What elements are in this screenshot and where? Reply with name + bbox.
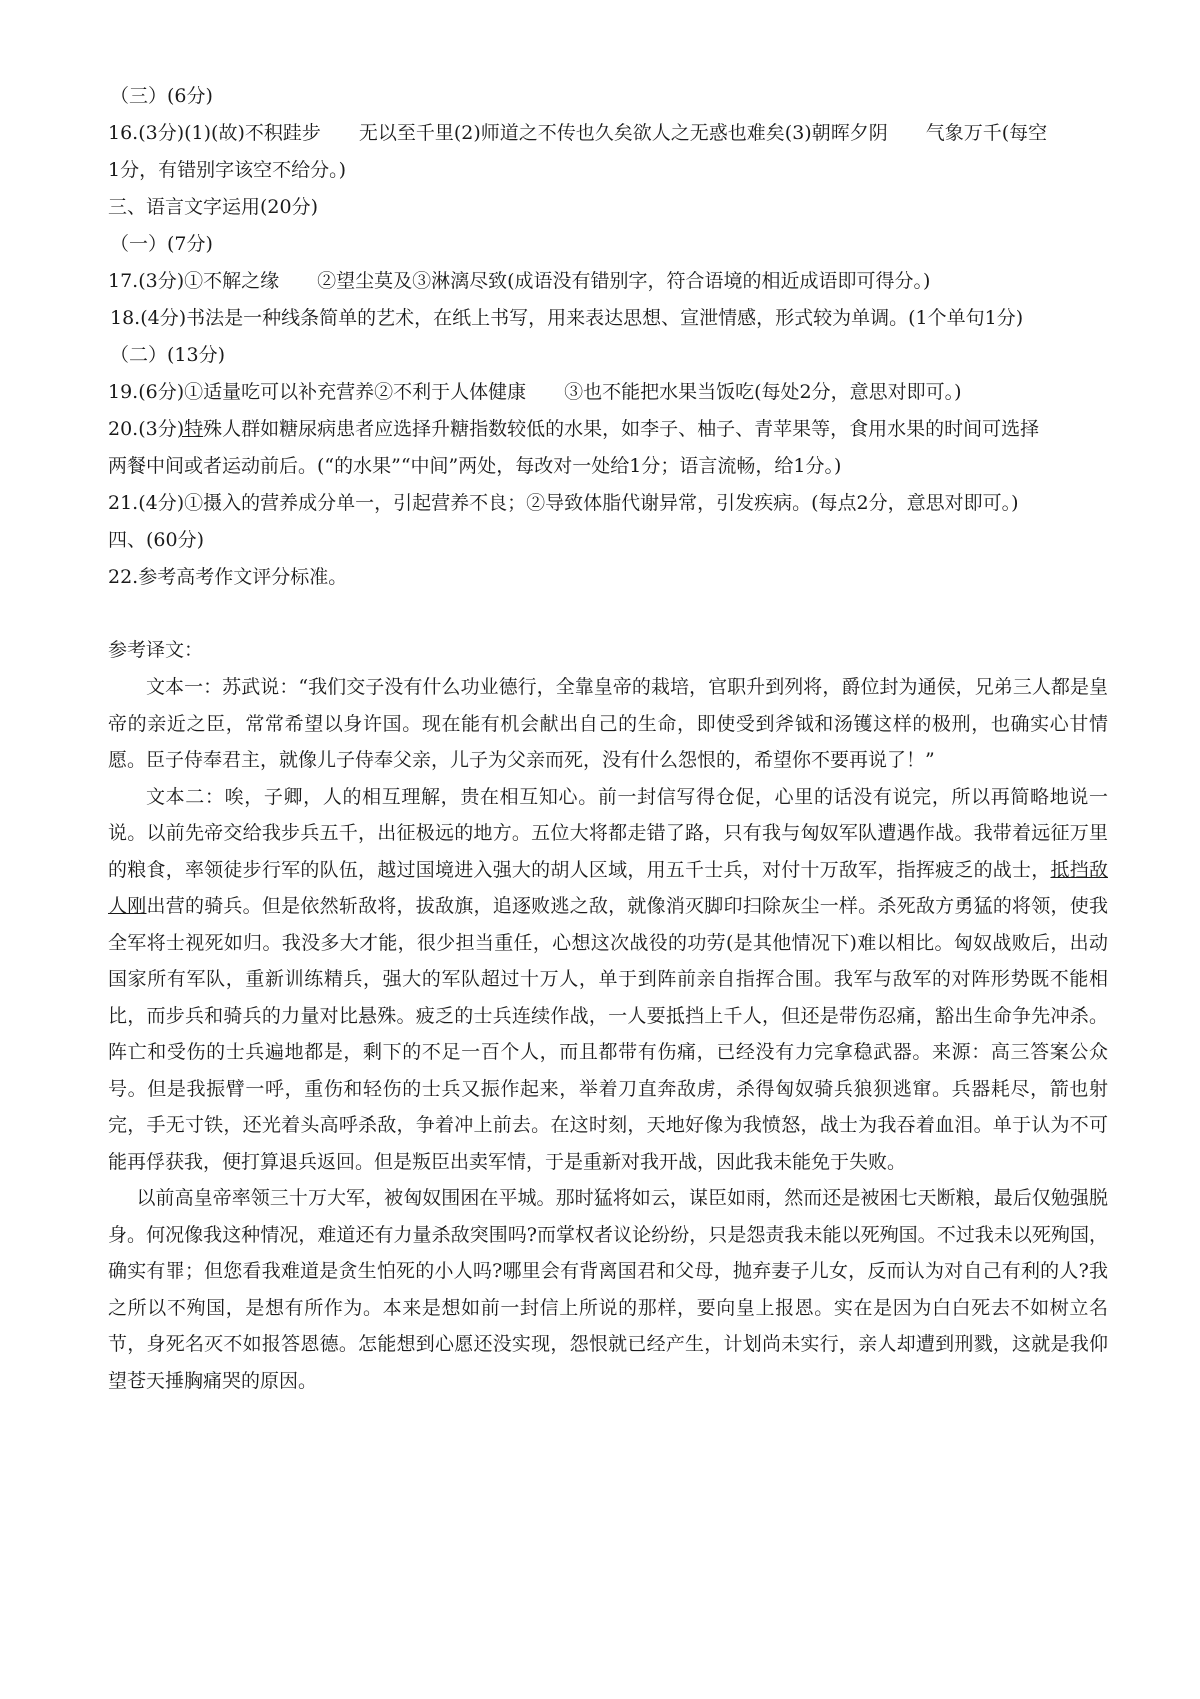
q20-underlined-text: )特 xyxy=(176,418,204,440)
sub-section-2-heading: （二）(13分) xyxy=(110,344,226,366)
q20-answer-line2: 两餐中间或者运动前后。(“的水果”“中间”两处，每改对一处给1分；语言流畅，给1分。) xyxy=(108,455,842,477)
translation-text-2-part-b: 出营的骑兵。但是依然斩敌将，拔敌旗，追逐败逃之敌，就像消灭脚印扫除灰尘一样。杀死敌方勇猛的将领，使我全军将士视死如归。我没多大才能，很少担当重任，心想这次战役的功劳(是其他情况下)难以相比。匈奴战败后，出动国家所有军队，重新训练精兵，强大的军队超过十万人，单于到阵前亲自指挥合围。我军与敌军的对阵形势既不能相比，而步兵和骑兵的力量对比悬殊。疲乏的士兵连续作战，一人要抵挡上千人，但还是带伤忍痛，豁出生命争先冲杀。阵亡和受伤的士兵遍地都是，剩下的不足一百个人，而且都带有伤痛，已经没有力完拿稳武器。来源：高三答案公众号。但是我振臂一呼，重伤和轻伤的士兵又振作起来，举着刀直奔敌虏，杀得匈奴骑兵狼狈逃窜。兵器耗尽，箭也射完，手无寸铁，还光着头高呼杀敌，争着冲上前去。在这时刻，天地好像为我愤怒，战士为我吞着血泪。单于认为不可能再俘获我，便打算退兵返回。但是叛臣出卖军情，于是重新对我开战，因此我未能免于失败。 xyxy=(108,895,1108,1173)
translation-text-2 xyxy=(108,779,1108,1181)
translation-text-2-part-a: 文本二：唉，子卿，人的相互理解，贵在相互知心。前一封信写得仓促，心里的话没有说完，所以再简略地说一说。以前先帝交给我步兵五千，出征极远的地方。五位大将都走错了路，只有我与匈奴军队遭遇作战。我带着远征万里的粮食，率领徒步行军的队伍，越过国境进入强大的胡人区域，用五千士兵，对付十万敌军，指挥疲乏的战士， xyxy=(108,785,1108,881)
q17-answer: 17.(3分)①不解之缘 ②望尘莫及③淋漓尽致(成语没有错别字，符合语境的相近成语即可得分。) xyxy=(108,270,931,292)
q21-answer: 21.(4分)①摄入的营养成分单一，引起营养不良；②导致体脂代谢异常，引发疾病。(每点2分，意思对即可。) xyxy=(108,492,1019,514)
translation-text-1: 文本一：苏武说：“我们交子没有什么功业德行，全靠皇帝的栽培，官职升到列将，爵位封为通侯，兄弟三人都是皇帝的亲近之臣，常常希望以身许国。现在能有机会献出自己的生命，即使受到斧钺和汤镬这样的极刑，也确实心甘情愿。臣子侍奉君主，就像儿子侍奉父亲，儿子为父亲而死，没有什么怨恨的，希望你不要再说了！” xyxy=(108,676,1108,771)
section-3-sub-heading: （三）(6分) xyxy=(110,85,213,107)
q16-answer-line1: 16.(3分)(1)(故)不积跬步 无以至千里(2)师道之不传也久矣欲人之无惑也难矣(3)朝晖夕阴 气象万千(每空 xyxy=(108,122,1048,144)
q20-answer-line1 xyxy=(108,411,1108,448)
q20-prefix: 20.(3分 xyxy=(108,418,177,440)
translation-text-2-underlined: 抵挡敌人刚 xyxy=(108,858,1108,917)
section-language-heading: 三、语言文字运用(20分) xyxy=(108,196,319,218)
q22-answer: 22.参考高考作文评分标准。 xyxy=(108,566,348,588)
q20-text: 殊人群如糖尿病患者应选择升糖指数较低的水果，如李子、柚子、青苹果等，食用水果的时间可选择 xyxy=(203,418,1040,440)
translation-text-3: 以前高皇帝率领三十万大军，被匈奴围困在平城。那时猛将如云，谋臣如雨，然而还是被困七天断粮，最后仅勉强脱身。何况像我这种情况，难道还有力量杀敌突围吗?而掌权者议论纷纷，只是怨责我未能以死殉国。不过我未以死殉国，确实有罪；但您看我难道是贪生怕死的小人吗?哪里会有背离国君和父母，抛弃妻子儿女，反而认为对自己有利的人?我之所以不殉国，是想有所作为。本来是想如前一封信上所说的那样，要向皇上报恩。实在是因为白白死去不如树立名节，身死名灭不如报答恩德。怎能想到心愿还没实现，怨恨就已经产生，计划尚未实行，亲人却遭到刑戮，这就是我仰望苍天捶胸痛哭的原因。 xyxy=(108,1187,1108,1392)
section-4-heading: 四、(60分) xyxy=(108,529,205,551)
q18-answer: 18.(4分)书法是一种线条简单的艺术，在纸上书写，用来表达思想、宣泄情感，形式较为单调。(1个单句1分) xyxy=(110,307,1024,329)
q19-answer: 19.(6分)①适量吃可以补充营养②不利于人体健康 ③也不能把水果当饭吃(每处2分，意思对即可。) xyxy=(108,381,962,403)
sub-section-1-heading: （一）(7分) xyxy=(110,233,213,255)
spacer xyxy=(108,596,1108,632)
answer-page xyxy=(108,78,1108,1399)
translation-heading: 参考译文： xyxy=(108,639,204,661)
q16-answer-line2: 1分，有错别字该空不给分。) xyxy=(108,159,347,181)
